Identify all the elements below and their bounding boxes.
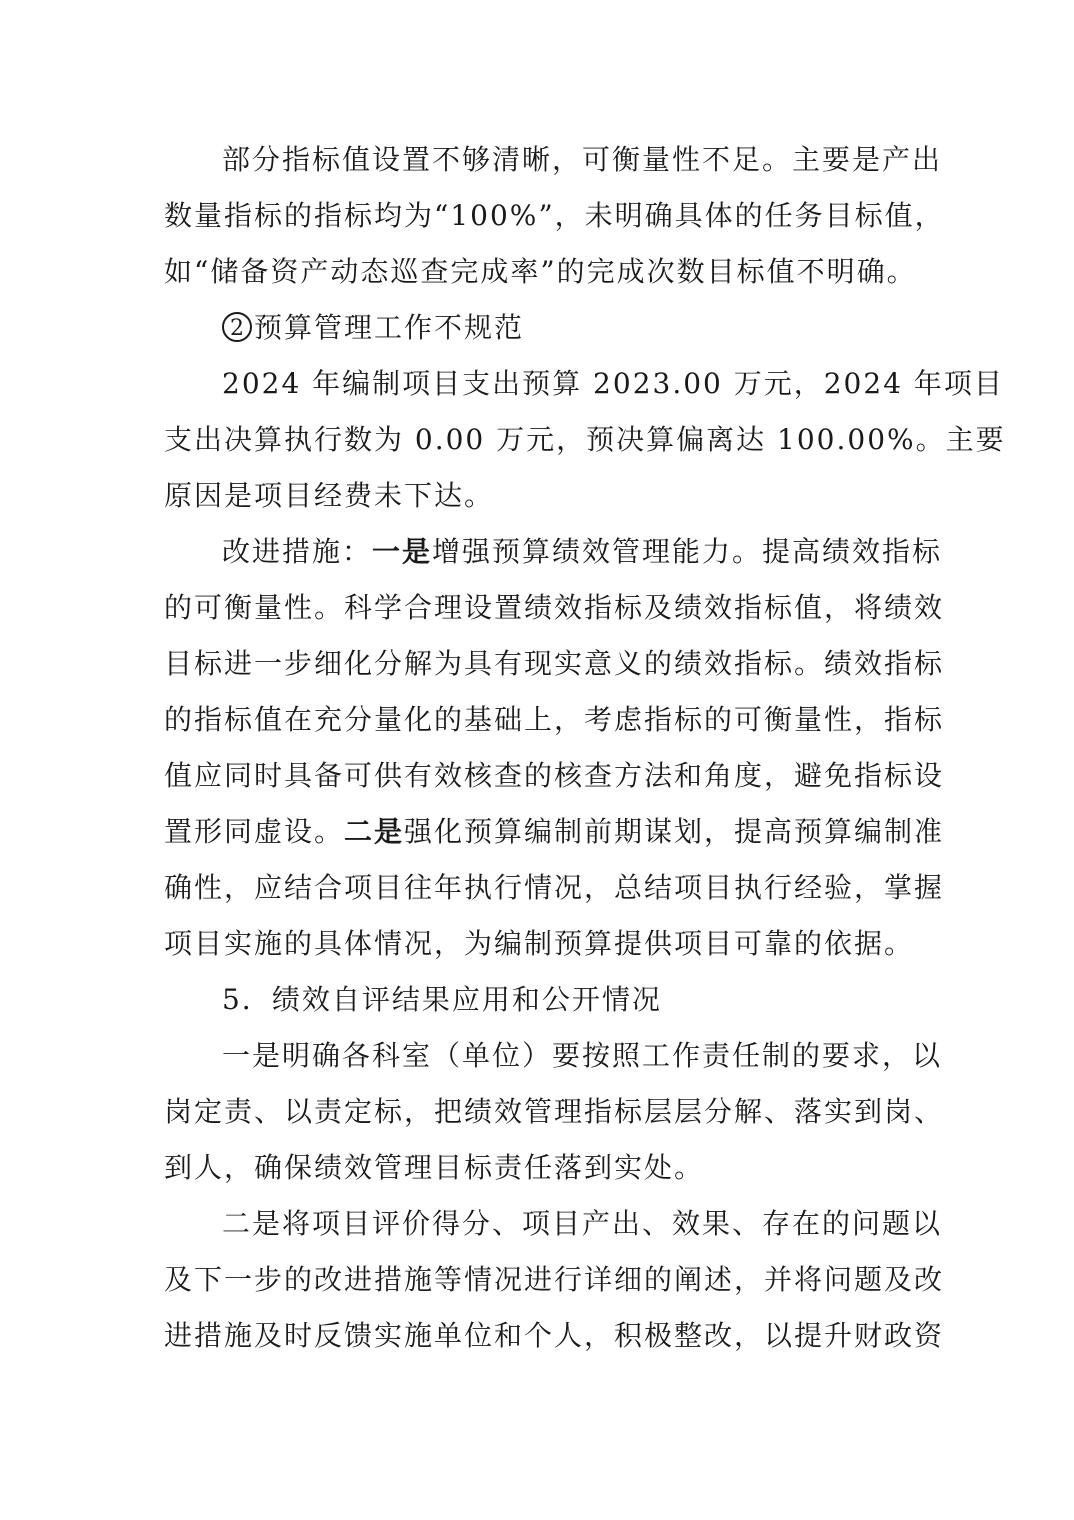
first-point-text: 增强预算绩效管理能力。提高绩效指标 (432, 535, 943, 568)
paragraph-line: 的指标值在充分量化的基础上，考虑指标的可衡量性，指标 (164, 703, 945, 736)
paragraph-line: 及下一步的改进措施等情况进行详细的阐述，并将问题及改 (164, 1263, 945, 1296)
paragraph-line: 2024 年编制项目支出预算 2023.00 万元，2024 年项目 (222, 367, 1004, 400)
paragraph-line: 如“储备资产动态巡查完成率”的完成次数目标值不明确。 (164, 255, 917, 288)
paragraph-line: 部分指标值设置不够清晰，可衡量性不足。主要是产出 (222, 143, 943, 176)
paragraph-line: 原因是项目经费未下达。 (164, 479, 495, 512)
improvement-second-point-line (164, 804, 945, 860)
improvement-prefix: 改进措施： (222, 535, 373, 568)
circled-number-marker: 2 (222, 312, 252, 342)
first-point-label: 一是 (372, 535, 433, 568)
paragraph-line: 支出决算执行数为 0.00 万元，预决算偏离达 100.00%。主要 (164, 423, 1006, 456)
improvement-paragraph-start (164, 524, 943, 580)
second-point-text: 强化预算编制前期谋划，提高预算编制准 (404, 815, 945, 848)
paragraph-line: 目标进一步细化分解为具有现实意义的绩效指标。绩效指标 (164, 647, 945, 680)
paragraph-line: 二是将项目评价得分、项目产出、效果、存在的问题以 (222, 1207, 943, 1240)
pre-second-text: 置形同虚设。 (164, 815, 345, 848)
subheading-budget-management (164, 300, 912, 356)
paragraph-line: 到人，确保绩效管理目标责任落到实处。 (164, 1151, 705, 1184)
paragraph-line: 一是明确各科室（单位）要按照工作责任制的要求，以 (222, 1039, 943, 1072)
paragraph-line: 数量指标的指标均为“100%”，未明确具体的任务目标值， (164, 199, 945, 232)
subheading-text: 预算管理工作不规范 (254, 311, 525, 344)
paragraph-line: 值应同时具备可供有效核查的核查方法和角度，避免指标设 (164, 759, 945, 792)
paragraph-line: 进措施及时反馈实施单位和个人，积极整改，以提升财政资 (164, 1319, 945, 1352)
second-point-label: 二是 (344, 815, 405, 848)
paragraph-line: 项目实施的具体情况，为编制预算提供项目可靠的依据。 (164, 927, 915, 960)
paragraph-line: 的可衡量性。科学合理设置绩效指标及绩效指标值，将绩效 (164, 591, 945, 624)
paragraph-line: 确性，应结合项目往年执行情况，总结项目执行经验，掌握 (164, 871, 945, 904)
paragraph-line: 岗定责、以责定标，把绩效管理指标层层分解、落实到岗、 (164, 1095, 945, 1128)
section-heading: 5．绩效自评结果应用和公开情况 (222, 983, 662, 1016)
document-body (164, 132, 1006, 1364)
